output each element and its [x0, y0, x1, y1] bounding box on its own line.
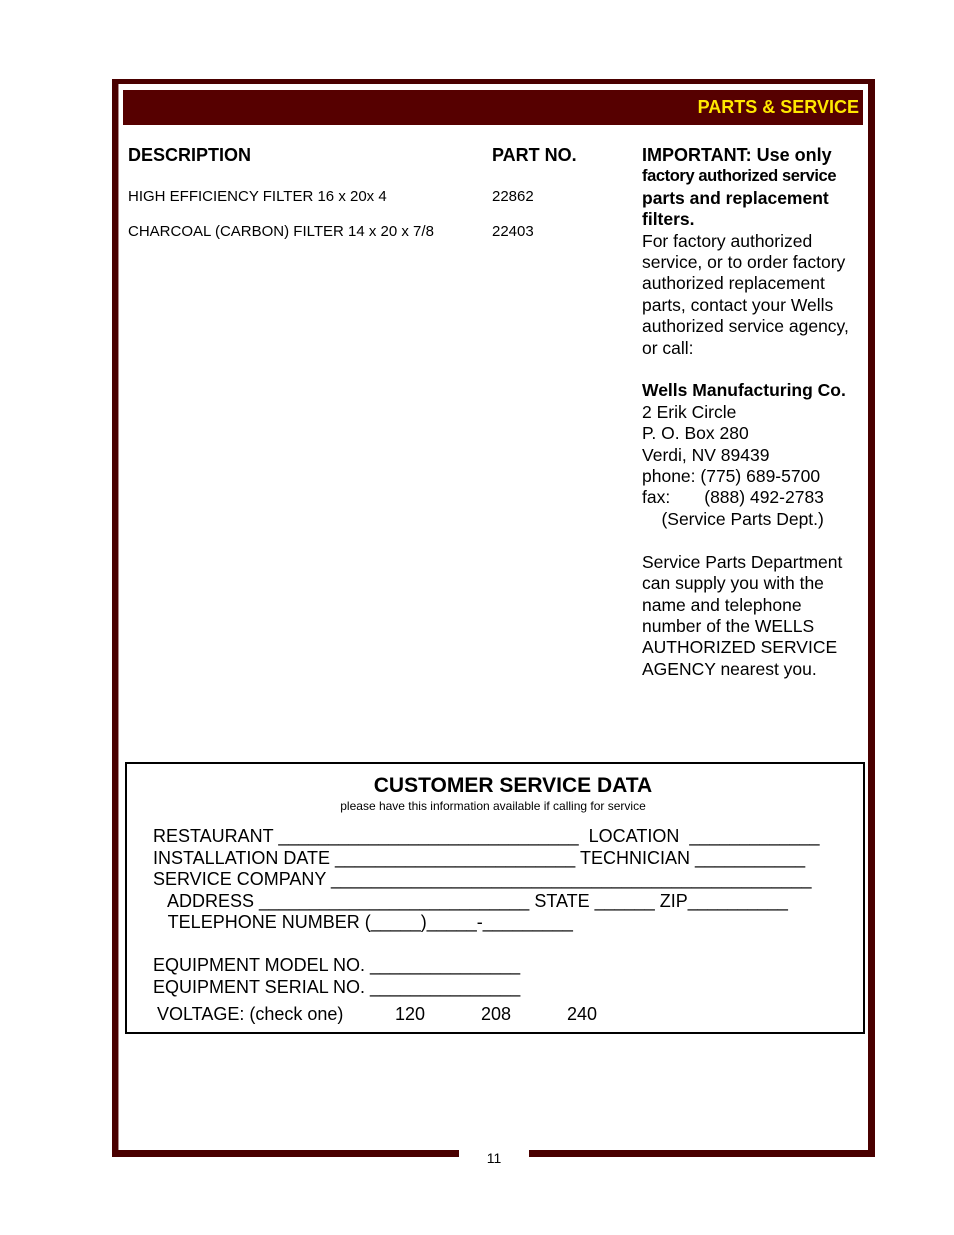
contact-instructions-line: For factory authorized: [642, 230, 813, 251]
contact-instructions-line: authorized replacement: [642, 273, 825, 294]
service-parts-note-line: name and telephone: [642, 594, 802, 615]
part-number: 22403: [492, 223, 534, 240]
customer-service-subtitle: please have this information available if calling for service: [340, 799, 646, 813]
page-number: 11: [486, 1150, 502, 1166]
section-title: PARTS & SERVICE: [697, 97, 859, 117]
company-address-line: P. O. Box 280: [642, 423, 749, 444]
contact-instructions-line: parts, contact your Wells: [642, 294, 834, 315]
equipment-model-field[interactable]: EQUIPMENT MODEL NO. _______________: [153, 955, 521, 975]
company-address-line: Verdi, NV 89439: [642, 444, 770, 465]
company-name: Wells Manufacturing Co.: [642, 380, 846, 401]
company-fax: fax: (888) 492-2783: [642, 487, 824, 508]
part-number: 22862: [492, 188, 534, 205]
page-frame-top: [112, 79, 875, 84]
important-notice-line: IMPORTANT: Use only: [642, 145, 832, 165]
contact-instructions-line: service, or to order factory: [642, 252, 846, 273]
company-address-line: 2 Erik Circle: [642, 401, 737, 422]
section-header-bar: [123, 90, 863, 125]
important-notice-line: filters.: [642, 209, 695, 230]
part-no-column-header: PART NO.: [492, 145, 577, 165]
customer-service-title: CUSTOMER SERVICE DATA: [373, 774, 653, 797]
page-frame-inner-line: [118, 84, 119, 1150]
service-info-column: [642, 145, 864, 680]
company-department: (Service Parts Dept.): [642, 508, 824, 529]
service-parts-note-line: Service Parts Department: [642, 551, 843, 572]
restaurant-location-field[interactable]: RESTAURANT ______________________________ LOCATION _____________: [153, 826, 820, 846]
service-company-field[interactable]: SERVICE COMPANY ________________________________________________: [153, 869, 812, 889]
description-column-header: DESCRIPTION: [128, 145, 252, 165]
contact-instructions-line: authorized service agency,: [642, 316, 849, 337]
contact-instructions-line: or call:: [642, 337, 694, 358]
part-description: CHARCOAL (CARBON) FILTER 14 x 20 x 7/8: [128, 223, 434, 240]
voltage-option-240[interactable]: 240: [567, 1004, 598, 1024]
address-state-zip-field[interactable]: ADDRESS ___________________________ STATE ______ ZIP__________: [153, 891, 788, 911]
service-parts-note-line: number of the WELLS: [642, 615, 815, 636]
page-frame-bottom-right: [529, 1150, 875, 1157]
customer-service-data-box: [125, 762, 865, 1034]
voltage-option-120[interactable]: 120: [395, 1004, 426, 1024]
important-notice-line: parts and replacement: [642, 187, 829, 208]
service-parts-note-line: can supply you with the: [642, 573, 824, 594]
important-notice-line: factory authorized service: [642, 167, 837, 186]
voltage-label: VOLTAGE: (check one): [157, 1004, 344, 1024]
service-parts-note-line: AGENCY nearest you.: [642, 658, 817, 679]
part-description: HIGH EFFICIENCY FILTER 16 x 20x 4: [128, 188, 387, 205]
service-parts-note-line: AUTHORIZED SERVICE: [642, 637, 838, 658]
telephone-number-field[interactable]: TELEPHONE NUMBER (_____)_____-_________: [153, 912, 573, 932]
installation-technician-field[interactable]: INSTALLATION DATE ________________________ TECHNICIAN ___________: [153, 848, 806, 868]
page-frame-bottom-left: [112, 1150, 459, 1157]
equipment-serial-field[interactable]: EQUIPMENT SERIAL NO. _______________: [153, 977, 521, 997]
company-phone: phone: (775) 689-5700: [642, 466, 821, 487]
page-frame-right: [868, 79, 875, 1157]
voltage-option-208[interactable]: 208: [481, 1004, 512, 1024]
